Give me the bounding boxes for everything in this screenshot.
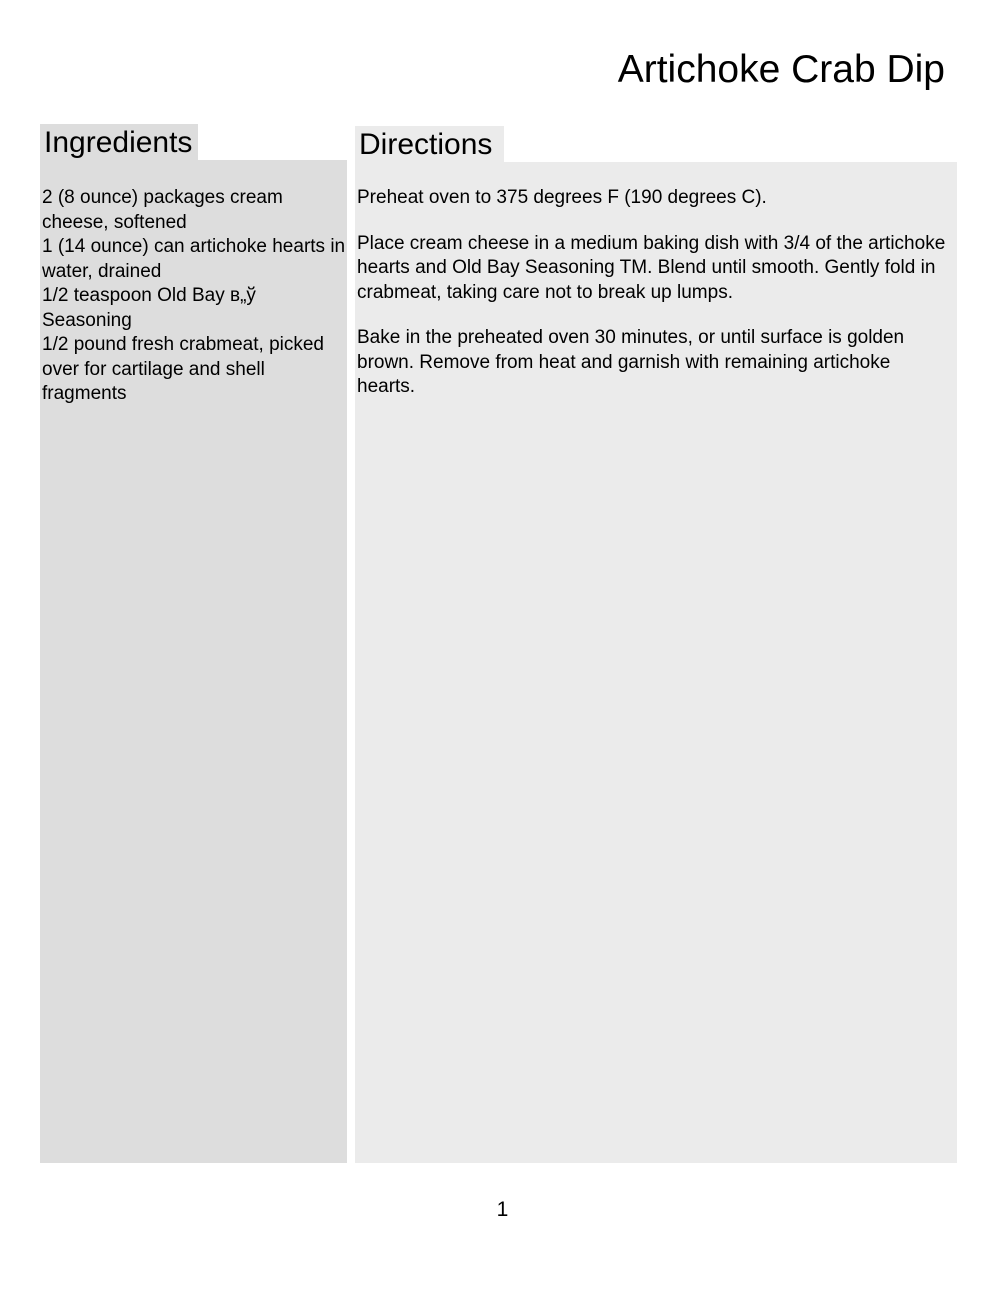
- ingredient-item: 1 (14 ounce) can artichoke hearts in water, drained: [42, 236, 346, 282]
- ingredient-item: 2 (8 ounce) packages cream cheese, softened: [42, 187, 283, 233]
- page-number: 1: [496, 1198, 509, 1221]
- document-title: Artichoke Crab Dip: [617, 48, 945, 91]
- ingredients-heading: Ingredients: [40, 124, 198, 161]
- directions-heading: Directions: [355, 126, 504, 163]
- directions-panel: [355, 162, 957, 1163]
- direction-step: Preheat oven to 375 degrees F (190 degrees C).: [357, 187, 767, 208]
- ingredient-item: 1/2 pound fresh crabmeat, picked over for cartilage and shell fragments: [42, 334, 325, 404]
- direction-step: Bake in the preheated oven 30 minutes, or until surface is golden brown. Remove from heat and garnish with remaining artichoke hearts.: [357, 327, 905, 397]
- ingredient-item: 1/2 teaspoon Old Bay в„ў Seasoning: [42, 285, 256, 331]
- ingredients-panel: [40, 160, 347, 1163]
- direction-step: Place cream cheese in a medium baking dish with 3/4 of the artichoke hearts and Old Bay Seasoning TM. Blend until smooth. Gently fold in crabmeat, taking care not to break up lumps.: [357, 232, 946, 303]
